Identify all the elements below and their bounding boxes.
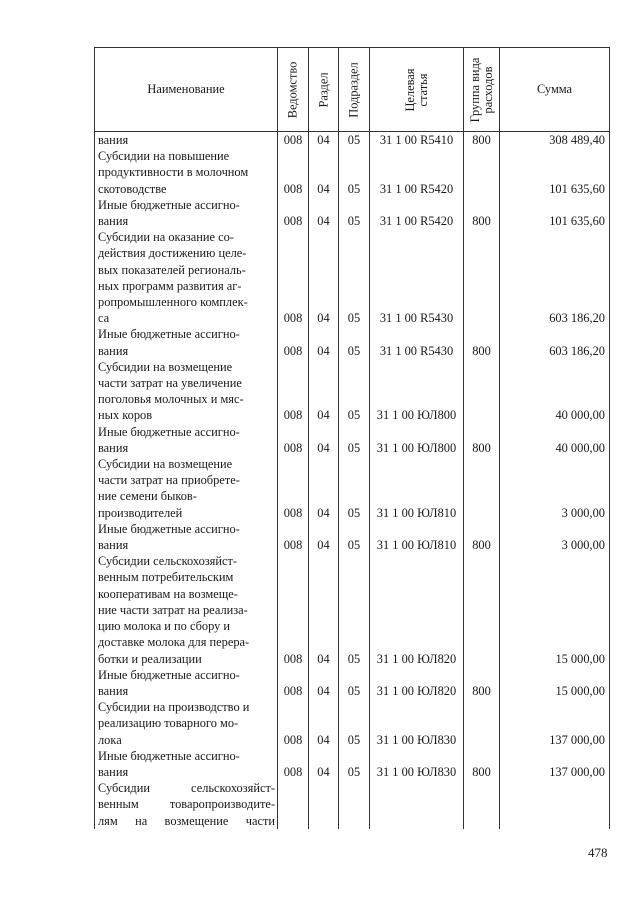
- group-cell: [464, 359, 500, 424]
- name-line: Иные бюджетные ассигно-: [98, 521, 240, 536]
- name-line: лока: [98, 732, 122, 747]
- subsection-cell: 05: [339, 132, 370, 149]
- empty-cell: [309, 780, 339, 829]
- name-line: Субсидии сельскохозяйст-: [98, 781, 275, 796]
- name-cell: [95, 456, 278, 521]
- name-line: реализацию товарного мо-: [98, 716, 239, 731]
- name-line: вания: [98, 343, 129, 358]
- name-line: поголовья молочных и мяс-: [98, 392, 244, 407]
- sum-cell: 15 000,00: [500, 667, 610, 699]
- name-cell: [95, 699, 278, 748]
- header-dept: [278, 48, 309, 132]
- name-line: вания: [98, 683, 129, 698]
- name-line: Субсидии на возмещение: [98, 457, 233, 472]
- table-row: [95, 748, 610, 780]
- name-cell: [95, 667, 278, 699]
- header-subsection-label: Подраздел: [346, 61, 361, 118]
- name-cell: [95, 424, 278, 456]
- target-cell: 31 1 00 R5430: [370, 229, 464, 326]
- name-line: Иные бюджетные ассигно-: [98, 748, 240, 763]
- empty-cell: [278, 780, 309, 829]
- section-cell: 04: [309, 521, 339, 553]
- name-cell: [95, 326, 278, 358]
- section-cell: 04: [309, 132, 339, 149]
- name-line: вания: [98, 133, 129, 147]
- name-line: лям на возмещение части: [98, 813, 275, 828]
- target-cell: 31 1 00 ЮЛ810: [370, 456, 464, 521]
- sum-cell: 101 635,60: [500, 148, 610, 197]
- section-cell: 04: [309, 197, 339, 229]
- group-cell: 800: [464, 197, 500, 229]
- subsection-cell: 05: [339, 553, 370, 666]
- table-row: [95, 148, 610, 197]
- section-cell: 04: [309, 699, 339, 748]
- group-cell: [464, 148, 500, 197]
- subsection-cell: 05: [339, 326, 370, 358]
- dept-cell: 008: [278, 197, 309, 229]
- name-cell: [95, 132, 278, 149]
- section-cell: 04: [309, 456, 339, 521]
- name-line: вания: [98, 538, 129, 553]
- dept-cell: 008: [278, 521, 309, 553]
- sum-cell: 603 186,20: [500, 229, 610, 326]
- group-cell: [464, 553, 500, 666]
- dept-cell: 008: [278, 326, 309, 358]
- section-cell: 04: [309, 748, 339, 780]
- dept-cell: 008: [278, 132, 309, 149]
- dept-cell: 008: [278, 424, 309, 456]
- sum-cell: 40 000,00: [500, 424, 610, 456]
- subsection-cell: 05: [339, 148, 370, 197]
- subsection-cell: 05: [339, 424, 370, 456]
- name-line: венным товаропроизводите-: [98, 797, 275, 812]
- section-cell: 04: [309, 424, 339, 456]
- table-row: [95, 456, 610, 521]
- sum-cell: 603 186,20: [500, 326, 610, 358]
- name-line: Субсидии на оказание со-: [98, 230, 234, 245]
- name-line: ботки и реализации: [98, 651, 202, 666]
- name-line: кооперативам на возмеще-: [98, 586, 238, 601]
- name-line: вания: [98, 214, 129, 229]
- section-cell: 04: [309, 229, 339, 326]
- name-line: вания: [98, 764, 129, 779]
- page-number: 478: [588, 845, 608, 860]
- name-line: ние части затрат на реализа-: [98, 602, 248, 617]
- group-cell: 800: [464, 521, 500, 553]
- name-cell: [95, 197, 278, 229]
- dept-cell: 008: [278, 456, 309, 521]
- name-line: са: [98, 311, 110, 326]
- table-row: [95, 424, 610, 456]
- table-row: [95, 197, 610, 229]
- table-row: [95, 521, 610, 553]
- group-cell: [464, 699, 500, 748]
- dept-cell: 008: [278, 229, 309, 326]
- header-sum: Сумма: [500, 48, 610, 132]
- table-row: [95, 699, 610, 748]
- subsection-cell: 05: [339, 456, 370, 521]
- subsection-cell: 05: [339, 359, 370, 424]
- name-line: ных программ развития аг-: [98, 278, 242, 293]
- name-cell: [95, 748, 278, 780]
- target-cell: 31 1 00 ЮЛ830: [370, 748, 464, 780]
- header-section: [309, 48, 339, 132]
- subsection-cell: 05: [339, 197, 370, 229]
- name-line: Иные бюджетные ассигно-: [98, 327, 240, 342]
- name-line: Субсидии на производство и: [98, 700, 250, 715]
- table-header: [95, 48, 610, 132]
- name-cell: [95, 359, 278, 424]
- dept-cell: 008: [278, 553, 309, 666]
- header-section-label: Раздел: [315, 71, 330, 108]
- name-cell: [95, 780, 278, 829]
- name-line: ние семени быков-: [98, 489, 197, 504]
- target-cell: 31 1 00 ЮЛ820: [370, 553, 464, 666]
- name-line: ропромышленного комплек-: [98, 295, 248, 310]
- subsection-cell: 05: [339, 229, 370, 326]
- dept-cell: 008: [278, 748, 309, 780]
- empty-cell: [370, 780, 464, 829]
- name-line: вых показателей региональ-: [98, 262, 246, 277]
- name-line: Иные бюджетные ассигно-: [98, 667, 240, 682]
- subsection-cell: 05: [339, 748, 370, 780]
- target-cell: 31 1 00 ЮЛ820: [370, 667, 464, 699]
- target-cell: 31 1 00 ЮЛ810: [370, 521, 464, 553]
- group-cell: 800: [464, 424, 500, 456]
- name-line: Субсидии сельскохозяйст-: [98, 554, 238, 569]
- sum-cell: 101 635,60: [500, 197, 610, 229]
- sum-cell: 308 489,40: [500, 132, 610, 149]
- table-row: [95, 132, 610, 149]
- table-row: [95, 359, 610, 424]
- name-cell: [95, 553, 278, 666]
- target-cell: 31 1 00 ЮЛ830: [370, 699, 464, 748]
- name-line: Иные бюджетные ассигно-: [98, 197, 240, 212]
- subsection-cell: 05: [339, 667, 370, 699]
- name-line: вания: [98, 440, 129, 455]
- name-line: ных коров: [98, 408, 153, 423]
- name-line: части затрат на увеличение: [98, 376, 242, 391]
- header-name: Наименование: [95, 48, 278, 132]
- name-line: Субсидии на повышение: [98, 149, 230, 164]
- table-row: [95, 229, 610, 326]
- header-subsection: [339, 48, 370, 132]
- dept-cell: 008: [278, 699, 309, 748]
- section-cell: 04: [309, 359, 339, 424]
- empty-cell: [464, 780, 500, 829]
- dept-cell: 008: [278, 148, 309, 197]
- target-cell: 31 1 00 R5430: [370, 326, 464, 358]
- name-line: действия достижению целе-: [98, 246, 247, 261]
- table-row: [95, 553, 610, 666]
- header-dept-label: Ведомство: [285, 61, 300, 118]
- name-cell: [95, 148, 278, 197]
- section-cell: 04: [309, 667, 339, 699]
- group-cell: [464, 456, 500, 521]
- empty-cell: [339, 780, 370, 829]
- name-line: производителей: [98, 505, 183, 520]
- name-line: Иные бюджетные ассигно-: [98, 424, 240, 439]
- target-cell: 31 1 00 ЮЛ800: [370, 424, 464, 456]
- sum-cell: 3 000,00: [500, 456, 610, 521]
- name-line: цию молока и по сбору и: [98, 619, 231, 634]
- group-cell: [464, 229, 500, 326]
- empty-cell: [500, 780, 610, 829]
- section-cell: 04: [309, 148, 339, 197]
- dept-cell: 008: [278, 667, 309, 699]
- name-line: доставке молока для перера-: [98, 635, 250, 650]
- name-cell: [95, 521, 278, 553]
- section-cell: 04: [309, 553, 339, 666]
- sum-cell: 137 000,00: [500, 748, 610, 780]
- header-target: [370, 48, 464, 132]
- table-row: [95, 667, 610, 699]
- name-line: скотоводстве: [98, 181, 167, 196]
- table-row-continuation: [95, 780, 610, 829]
- budget-table: [94, 47, 610, 829]
- section-cell: 04: [309, 326, 339, 358]
- name-line: Субсидии на возмещение: [98, 359, 233, 374]
- table-row: [95, 326, 610, 358]
- name-line: венным потребительским: [98, 570, 234, 585]
- group-cell: 800: [464, 326, 500, 358]
- group-cell: 800: [464, 132, 500, 149]
- header-group-label: Группа вида расходов: [467, 57, 495, 122]
- target-cell: 31 1 00 R5420: [370, 197, 464, 229]
- target-cell: 31 1 00 ЮЛ800: [370, 359, 464, 424]
- header-group: [464, 48, 500, 132]
- target-cell: 31 1 00 R5420: [370, 148, 464, 197]
- sum-cell: 40 000,00: [500, 359, 610, 424]
- header-target-label: Целевая статья: [402, 67, 430, 112]
- name-line: продуктивности в молочном: [98, 165, 249, 180]
- group-cell: 800: [464, 667, 500, 699]
- sum-cell: 15 000,00: [500, 553, 610, 666]
- dept-cell: 008: [278, 359, 309, 424]
- group-cell: 800: [464, 748, 500, 780]
- subsection-cell: 05: [339, 521, 370, 553]
- sum-cell: 137 000,00: [500, 699, 610, 748]
- target-cell: 31 1 00 R5410: [370, 132, 464, 149]
- sum-cell: 3 000,00: [500, 521, 610, 553]
- name-line: части затрат на приобрете-: [98, 473, 240, 488]
- subsection-cell: 05: [339, 699, 370, 748]
- name-cell: [95, 229, 278, 326]
